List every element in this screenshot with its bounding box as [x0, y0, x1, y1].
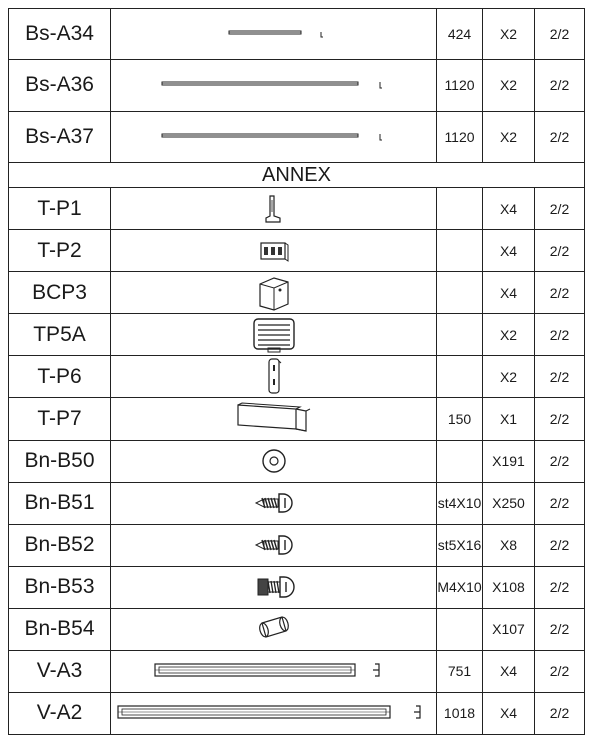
spacer-sleeve-icon: [111, 613, 436, 645]
part-quantity: X2: [483, 111, 535, 162]
part-dimension: [437, 608, 483, 650]
part-sheet: 2/2: [535, 566, 585, 608]
part-code: TP5A: [9, 314, 111, 356]
part-row-bs-a36: [9, 60, 585, 111]
part-code: V-A3: [9, 650, 111, 692]
part-sheet: 2/2: [535, 314, 585, 356]
part-sheet: 2/2: [535, 524, 585, 566]
part-row-bs-a34: [9, 9, 585, 60]
part-code: Bs-A34: [9, 9, 111, 60]
part-dimension: 150: [437, 398, 483, 440]
part-picture: [111, 356, 437, 398]
part-row-t-p1: [9, 188, 585, 230]
part-quantity: X4: [483, 650, 535, 692]
part-dimension: [437, 440, 483, 482]
part-sheet: 2/2: [535, 440, 585, 482]
part-picture: [111, 692, 437, 734]
part-code: T-P1: [9, 188, 111, 230]
part-row-t-p7: [9, 398, 585, 440]
channel-rail-icon: [111, 660, 436, 682]
parts-rows-bottom: [9, 188, 585, 735]
annex-section: [9, 162, 585, 187]
self-tapping-screw-icon: [111, 489, 436, 517]
self-tapping-screw-icon: [111, 531, 436, 559]
part-dimension: [437, 356, 483, 398]
part-dimension: [437, 230, 483, 272]
part-quantity: X191: [483, 440, 535, 482]
part-sheet: 2/2: [535, 60, 585, 111]
part-row-t-p6: [9, 356, 585, 398]
part-picture: [111, 482, 437, 524]
part-quantity: X2: [483, 60, 535, 111]
part-dimension: 424: [437, 9, 483, 60]
part-code: BCP3: [9, 272, 111, 314]
part-quantity: X2: [483, 356, 535, 398]
part-quantity: X1: [483, 398, 535, 440]
corner-plate-icon: [111, 274, 436, 312]
part-code: T-P7: [9, 398, 111, 440]
part-sheet: 2/2: [535, 608, 585, 650]
part-sheet: 2/2: [535, 111, 585, 162]
part-code: V-A2: [9, 692, 111, 734]
part-code: Bn-B50: [9, 440, 111, 482]
part-dimension: 1120: [437, 111, 483, 162]
part-picture: [111, 608, 437, 650]
vent-plate-icon: [111, 316, 436, 354]
part-sheet: 2/2: [535, 188, 585, 230]
part-code: T-P6: [9, 356, 111, 398]
part-quantity: X108: [483, 566, 535, 608]
part-quantity: X4: [483, 272, 535, 314]
long-rail-icon: [111, 77, 436, 93]
part-quantity: X2: [483, 314, 535, 356]
part-row-v-a2: [9, 692, 585, 734]
part-row-bn-b52: [9, 524, 585, 566]
part-code: Bn-B51: [9, 482, 111, 524]
parts-rows-top: [9, 9, 585, 163]
part-sheet: 2/2: [535, 356, 585, 398]
part-quantity: X2: [483, 9, 535, 60]
part-row-bn-b53: [9, 566, 585, 608]
part-quantity: X107: [483, 608, 535, 650]
part-quantity: X4: [483, 188, 535, 230]
part-row-tp5a: [9, 314, 585, 356]
long-rail-icon: [111, 129, 436, 145]
slotted-clip-icon: [111, 239, 436, 263]
part-sheet: 2/2: [535, 272, 585, 314]
part-code: Bs-A37: [9, 111, 111, 162]
part-picture: [111, 650, 437, 692]
part-code: Bs-A36: [9, 60, 111, 111]
part-row-bn-b51: [9, 482, 585, 524]
part-row-v-a3: [9, 650, 585, 692]
part-picture: [111, 440, 437, 482]
part-quantity: X4: [483, 692, 535, 734]
part-row-bcp3: [9, 272, 585, 314]
bolt-nut-icon: [111, 572, 436, 602]
part-dimension: [437, 272, 483, 314]
part-quantity: X250: [483, 482, 535, 524]
part-code: Bn-B53: [9, 566, 111, 608]
part-picture: [111, 566, 437, 608]
part-picture: [111, 230, 437, 272]
u-channel-icon: [111, 399, 436, 439]
part-quantity: X4: [483, 230, 535, 272]
hinge-plate-icon: [111, 357, 436, 397]
part-sheet: 2/2: [535, 692, 585, 734]
annex-row: [9, 162, 585, 187]
part-sheet: 2/2: [535, 650, 585, 692]
part-picture: [111, 9, 437, 60]
part-dimension: st4X10: [437, 482, 483, 524]
part-dimension: 751: [437, 650, 483, 692]
part-picture: [111, 188, 437, 230]
washer-icon: [111, 446, 436, 476]
parts-table: [8, 8, 585, 735]
part-row-bn-b50: [9, 440, 585, 482]
part-code: T-P2: [9, 230, 111, 272]
part-sheet: 2/2: [535, 482, 585, 524]
part-sheet: 2/2: [535, 9, 585, 60]
part-dimension: M4X10: [437, 566, 483, 608]
part-dimension: st5X16: [437, 524, 483, 566]
channel-rail-long-icon: [111, 702, 436, 724]
part-sheet: 2/2: [535, 398, 585, 440]
part-sheet: 2/2: [535, 230, 585, 272]
part-picture: [111, 314, 437, 356]
part-code: Bn-B52: [9, 524, 111, 566]
short-rail-icon: [111, 26, 436, 42]
part-dimension: 1018: [437, 692, 483, 734]
part-row-bs-a37: [9, 111, 585, 162]
part-picture: [111, 111, 437, 162]
part-dimension: [437, 188, 483, 230]
part-quantity: X8: [483, 524, 535, 566]
part-dimension: 1120: [437, 60, 483, 111]
part-row-bn-b54: [9, 608, 585, 650]
part-code: Bn-B54: [9, 608, 111, 650]
part-dimension: [437, 314, 483, 356]
annex-heading: ANNEX: [9, 162, 585, 187]
l-bracket-icon: [111, 194, 436, 224]
part-picture: [111, 60, 437, 111]
part-picture: [111, 398, 437, 440]
part-picture: [111, 524, 437, 566]
part-row-t-p2: [9, 230, 585, 272]
part-picture: [111, 272, 437, 314]
